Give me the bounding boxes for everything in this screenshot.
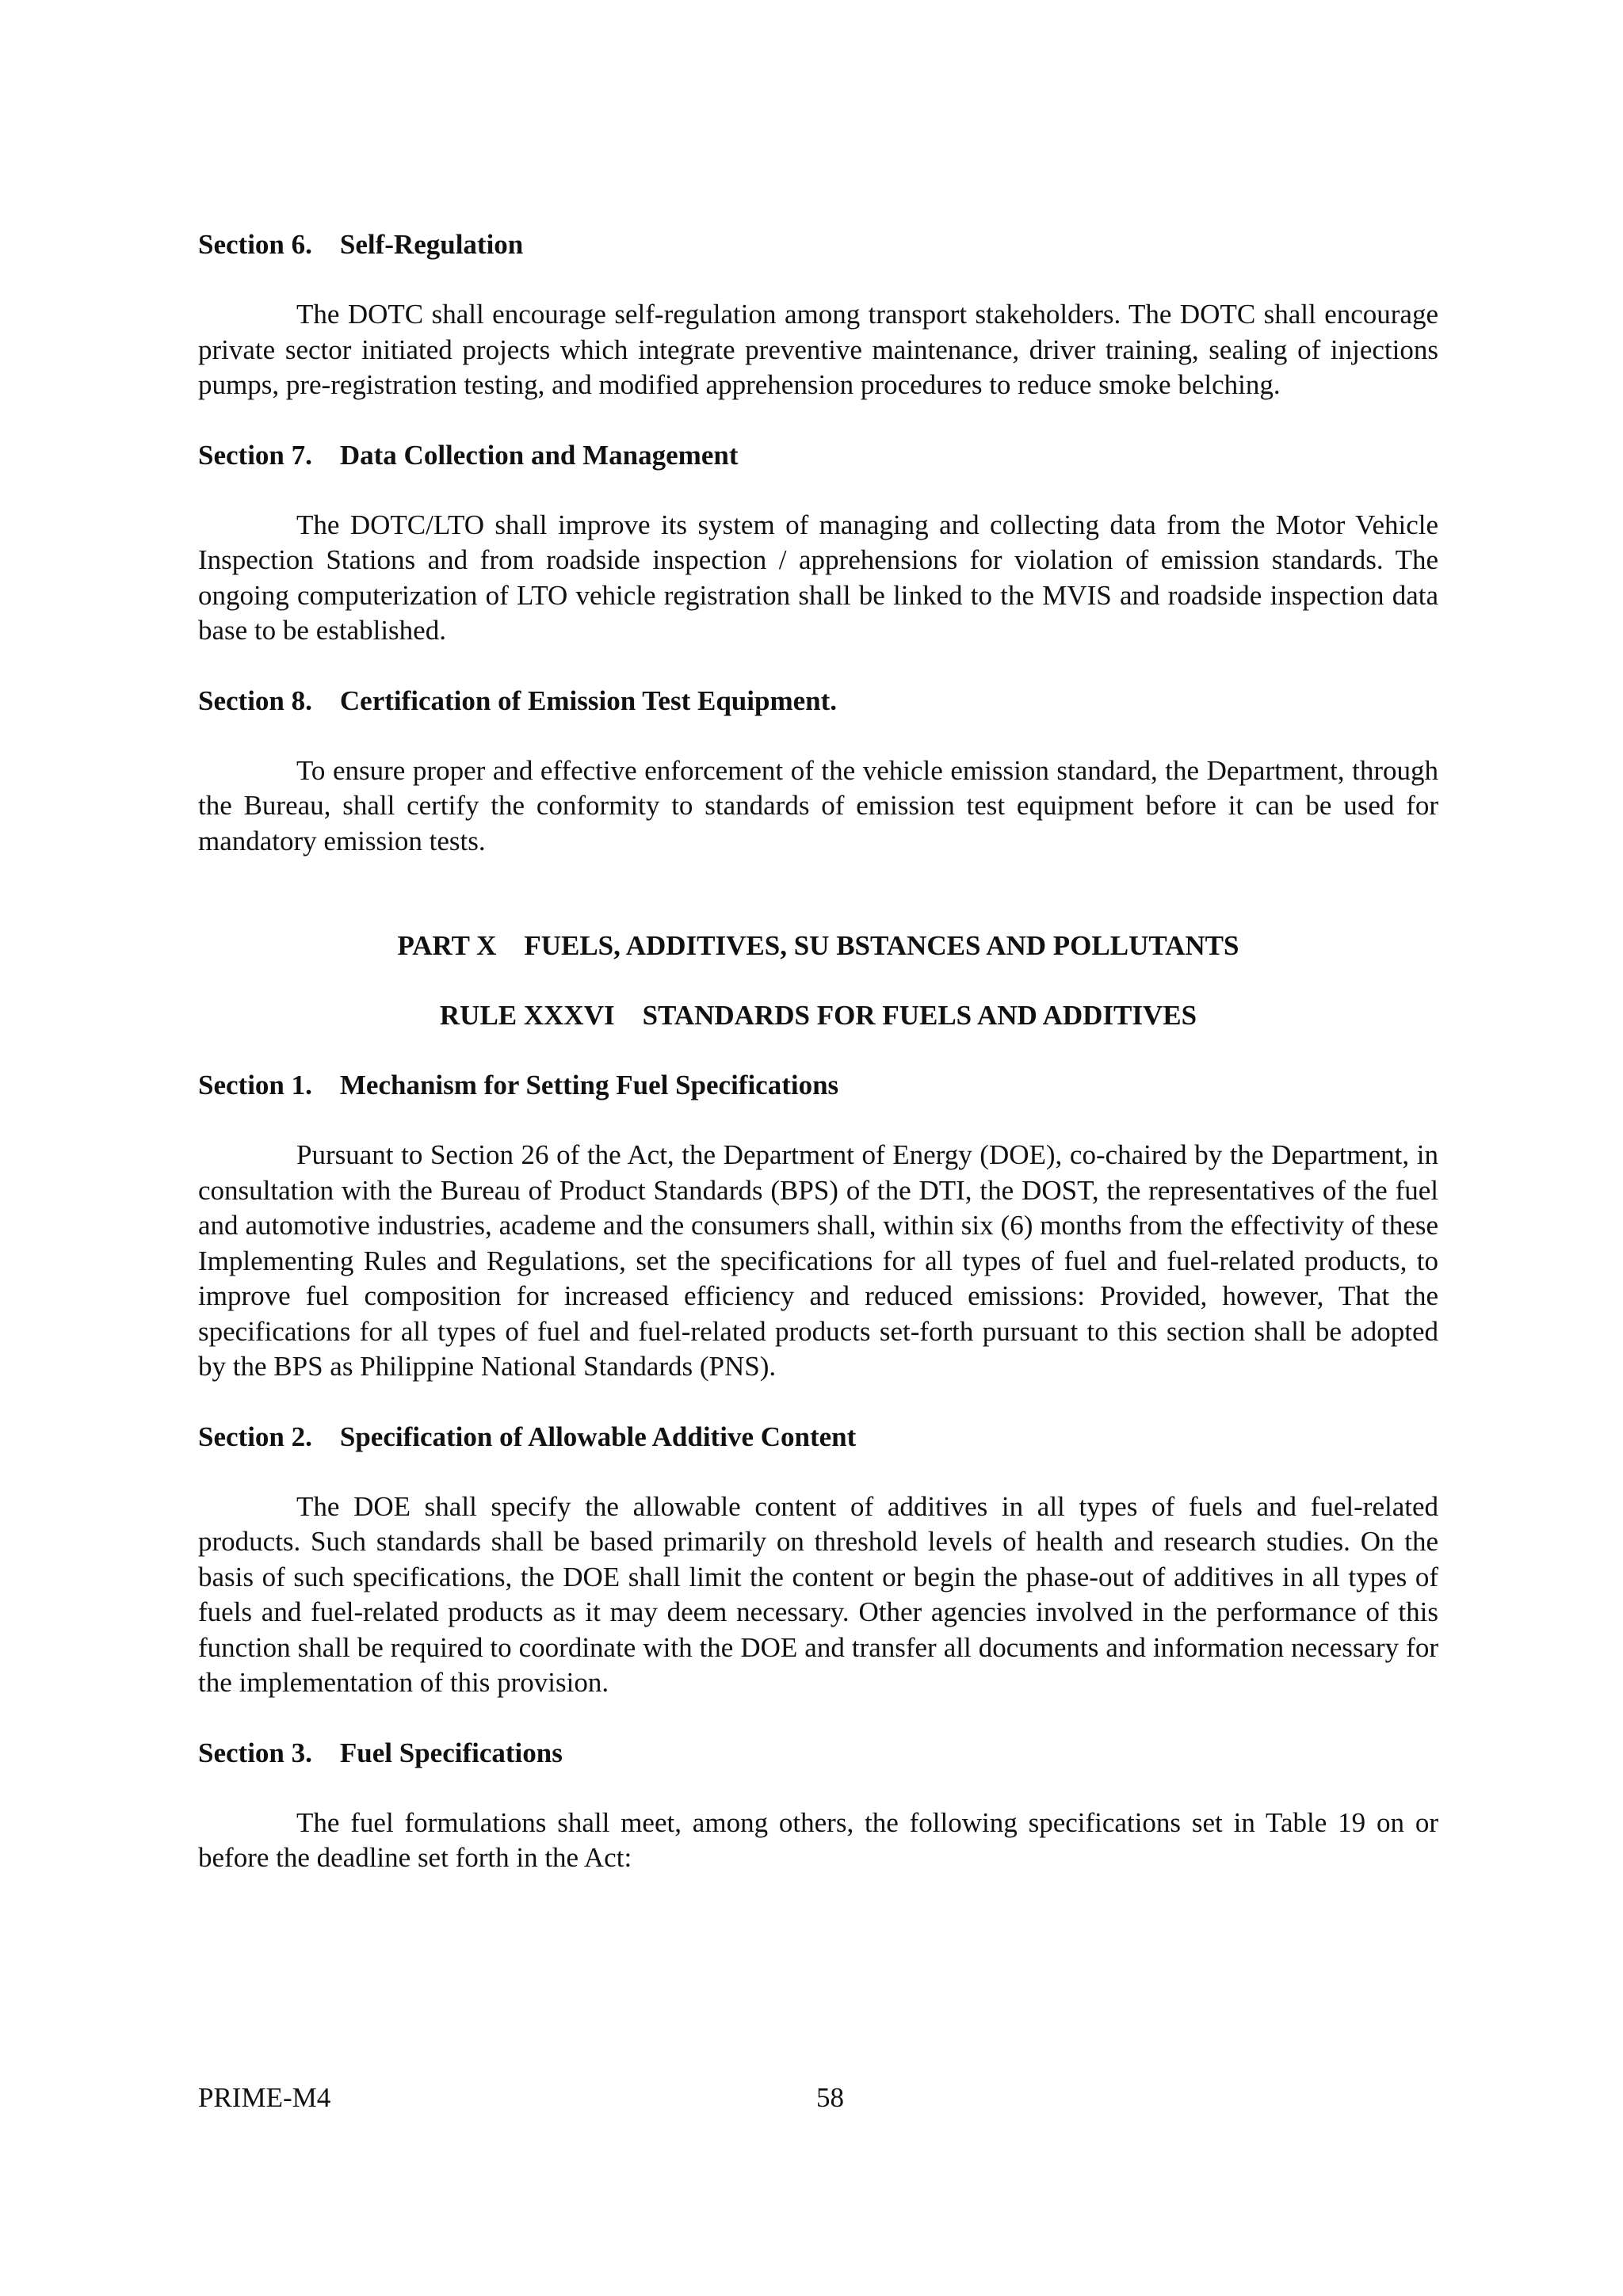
rule-title: RULE XXXVI STANDARDS FOR FUELS AND ADDITIVES	[439, 1000, 1197, 1031]
rule-section-1-body: Pursuant to Section 26 of the Act, the Department of Energy (DOE), co-chaired by the Department, in consultation with the Bureau of Product Standards (BPS) of the DTI, the DOST, the representatives of the fuel and automotive industries, academe and the consumers shall, within six (6) months from the effectivity of these Implementing Rules and Regulations, set the specifications for all types of fuel and fuel-related products, to improve fuel composition for increased efficiency and reduced emissions: Provided, however, That the specifications for all types of fuel and fuel-related products set-forth pursuant to this section shall be adopted by the BPS as Philippine National Standards (PNS).	[198, 1139, 1438, 1382]
rule-section-1-heading: Section 1. Mechanism for Setting Fuel Specifications	[198, 1070, 839, 1100]
rule-section-2-heading: Section 2. Specification of Allowable Additive Content	[198, 1421, 857, 1452]
section-7-heading: Section 7. Data Collection and Management	[198, 439, 739, 471]
footer-label: PRIME-M4	[198, 2082, 331, 2113]
section-8-heading: Section 8. Certification of Emission Test Equipment.	[198, 685, 838, 716]
section-6-body: The DOTC shall encourage self-regulation among transport stakeholders. The DOTC shall encourage private sector initiated projects which integrate preventive maintenance, driver training, sealing of injections pumps, pre-registration testing, and modified apprehension procedures to reduce smoke belching.	[198, 299, 1438, 400]
page-number: 58	[816, 2082, 844, 2113]
section-6-heading: Section 6. Self-Regulation	[198, 229, 524, 260]
section-8-body: To ensure proper and effective enforcement of the vehicle emission standard, the Department, through the Bureau, shall certify the conformity to standards of emission test equipment before it can be used for mandatory emission tests.	[198, 754, 1438, 856]
rule-section-2-body: The DOE shall specify the allowable content of additives in all types of fuels and fuel-related products. Such standards shall be based primarily on threshold levels of health and research studies. On the basis of such specifications, the DOE shall limit the content or begin the phase-out of additives in all types of fuels and fuel-related products as it may deem necessary. Other agencies involved in the performance of this function shall be required to coordinate with the DOE and transfer all documents and information necessary for the implementation of this provision.	[198, 1490, 1438, 1698]
rule-section-3-body: The fuel formulations shall meet, among others, the following specifications set in Table 19 on or before the deadline set forth in the Act:	[198, 1806, 1438, 1873]
rule-section-3-heading: Section 3. Fuel Specifications	[198, 1737, 563, 1768]
section-7-body: The DOTC/LTO shall improve its system of managing and collecting data from the Motor Vehicle Inspection Stations and from roadside inspection / apprehensions for violation of emission standards. The ongoing computerization of LTO vehicle registration shall be linked to the MVIS and roadside inspection data base to be established.	[198, 509, 1438, 646]
part-title: PART X FUELS, ADDITIVES, SU BSTANCES AND POLLUTANTS	[397, 930, 1239, 961]
page-content	[198, 227, 1438, 1876]
